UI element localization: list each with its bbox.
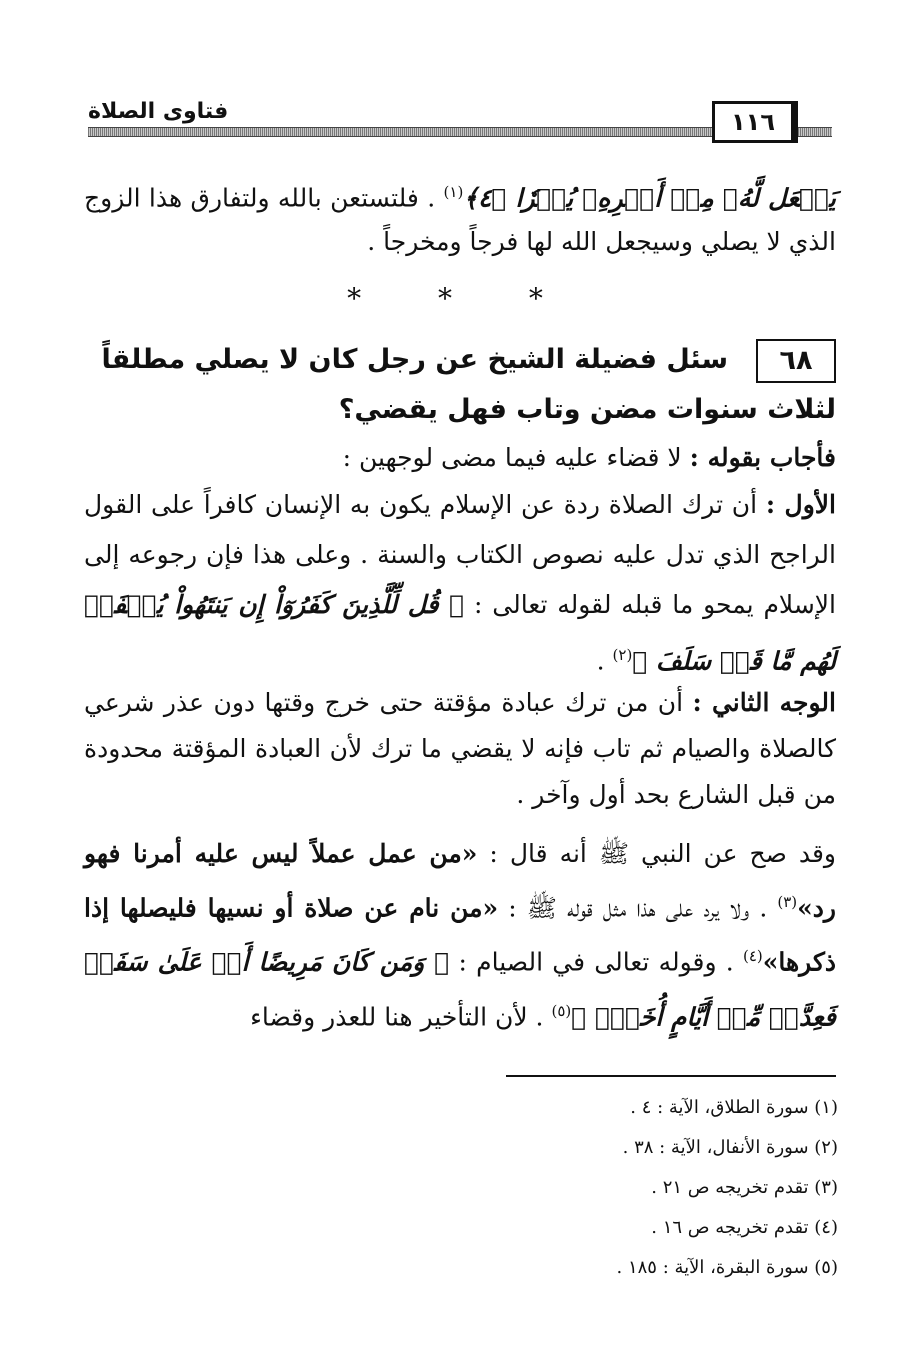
- hadith-text-2: . ولا يرد على هذا مثل قوله ﷺ :: [508, 893, 768, 923]
- page-number: ١١٦: [712, 101, 794, 143]
- answer-intro: [84, 436, 836, 480]
- question-number: ٦٨: [756, 339, 836, 383]
- question-heading: [84, 335, 836, 435]
- footnote-ref: (١): [443, 183, 464, 201]
- quran-verse: يَجۡعَل لَّهُۥ مِنۡ أَمۡرِهِۦ يُسۡرٗا ﴿٤﴾: [463, 183, 836, 213]
- second-text: أن من ترك عبادة مؤقتة حتى خرج وقتها دون عذر شرعي كالصلاة والصيام ثم تاب فإنه لا يقضي ما ترك لأن العبادة المؤقتة محدودة من قبل الشارع بحد أول وآخر .: [84, 688, 836, 809]
- first-reason: الأول : أن ترك الصلاة ردة عن الإسلام يكون به الإنسان كافراً على القول الراجح الذي تدل عليه نصوص الكتاب والسنة . وعلى هذا فإن رجوعه إلى الإسلام يمحو ما قبله لقوله تعالى : ﴿ قُل لِّلَّذِينَ كَفَرُوٓاْ إِن يَنتَهُواْ يُغۡفَرۡ لَهُم مَّا قَدۡ سَلَفَ ﴾$^{(٢)}$ .: [84, 490, 836, 676]
- footnote-item: (٢) سورة الأنفال، الآية : ٣٨ .: [622, 1137, 838, 1158]
- section-separator: * * *: [347, 282, 577, 315]
- hadith-text-4: . لأن التأخير هنا للعذر وقضاء: [250, 1001, 544, 1031]
- hadith-quote-1: «من عمل عملاً ليس عليه أمرنا فهو رد»: [84, 839, 836, 923]
- second-reason: [84, 680, 836, 818]
- paragraph-continuation: [84, 170, 836, 264]
- second-label: الوجه الثاني :: [692, 688, 836, 717]
- hadith-text-1: وقد صح عن النبي ﷺ أنه قال :: [489, 839, 836, 868]
- answer-lead-text: لا قضاء عليه فيما مضى لوجهين :: [342, 443, 682, 472]
- hadith-paragraph: [84, 830, 836, 1041]
- footnote-ref: (٥): [551, 1001, 572, 1020]
- footnote-item: (٥) سورة البقرة، الآية : ١٨٥ .: [616, 1257, 838, 1278]
- paragraph-text: . فلتستعن بالله ولتفارق هذا الزوج الذي لا يصلي وسيجعل الله لها فرجاً ومخرجاً .: [84, 183, 836, 257]
- hadith-text-3: . وقوله تعالى في الصيام :: [458, 947, 734, 977]
- quran-verse: ﴿ وَمَن كَانَ مَرِيضًا أَوۡ عَلَىٰ سَفَرٖ فَعِدَّةٞ مِّنۡ أَيَّامٍ أُخَرَۗ ﴾: [84, 947, 836, 1031]
- first-text: أن ترك الصلاة ردة عن الإسلام يكون به الإنسان كافراً على القول الراجح الذي تدل عليه نصوص الكتاب والسنة . وعلى هذا فإن رجوعه إلى الإسلام يمحو ما قبله لقوله تعالى :: [84, 490, 836, 619]
- first-label: الأول :: [765, 490, 836, 519]
- footnote-item: (١) سورة الطلاق، الآية : ٤ .: [630, 1097, 838, 1118]
- answer-lead: فأجاب بقوله :: [689, 443, 836, 472]
- page-header: [88, 95, 832, 145]
- footnote-divider: [506, 1075, 836, 1077]
- footnote-item: (٤) تقدم تخريجه ص ١٦ .: [651, 1217, 838, 1238]
- footnote-item: (٣) تقدم تخريجه ص ٢١ .: [651, 1177, 838, 1198]
- footnotes: [438, 1088, 838, 1288]
- quran-verse: ﴿ قُل لِّلَّذِينَ كَفَرُوٓاْ إِن يَنتَهُواْ يُغۡفَرۡ لَهُم مَّا قَدۡ سَلَفَ ﴾: [84, 590, 836, 676]
- book-title: فتاوى الصلاة: [88, 99, 229, 124]
- footnote-ref: (٢): [612, 646, 633, 664]
- question-text: سئل فضيلة الشيخ عن رجل كان لا يصلي مطلقاً لثلاث سنوات مضن وتاب فهل يقضي؟: [101, 344, 836, 425]
- hadith-quote-2: «من نام عن صلاة أو نسيها فليصلها إذا ذكرها»: [84, 893, 837, 977]
- footnote-ref: (٤): [742, 947, 763, 966]
- footnote-ref: (٣): [777, 893, 798, 911]
